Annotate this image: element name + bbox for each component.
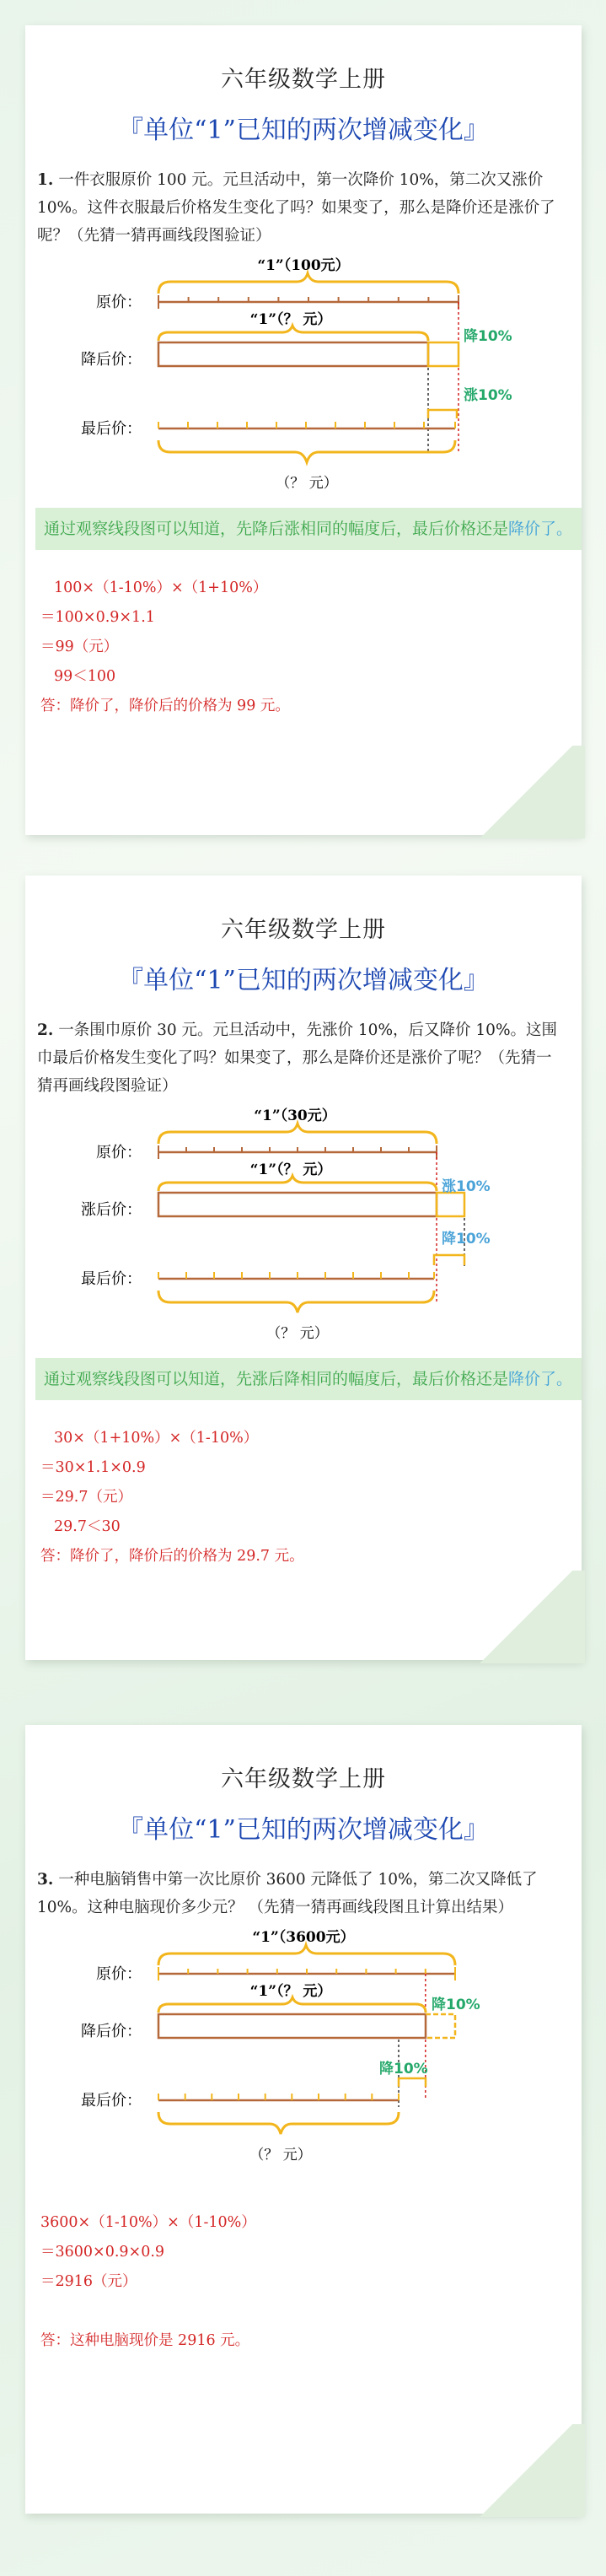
page-curl-decoration (467, 1571, 585, 1663)
increase-tag: 涨10% (442, 1178, 491, 1195)
row-label-1: 原价： (96, 1144, 142, 1161)
calculation (40, 2208, 582, 2356)
decrease-tag: 降10% (442, 1231, 491, 1248)
row-label-1: 原价： (96, 1965, 142, 1983)
problem-number: 1. (37, 171, 54, 189)
calc-line: ＝29.7（元） (40, 1489, 132, 1506)
decrease-tag-1: 降10% (432, 1997, 480, 2013)
row-label-2: 涨后价： (81, 1201, 142, 1219)
row-label-2: 降后价： (81, 351, 142, 369)
bottom-label: （？ 元） (276, 475, 338, 492)
original-price-segment (158, 1145, 437, 1159)
conclusion-emphasis: 降价了。 (508, 1370, 573, 1388)
top-brace (158, 273, 459, 294)
row-label-1: 原价： (96, 294, 142, 311)
mid-brace (158, 1997, 426, 2013)
conclusion-text: 通过观察线段图可以知道，先涨后降相同的幅度后，最后价格还是 (44, 1370, 509, 1388)
bottom-brace (158, 440, 455, 462)
mid-label: “1”（？ 元） (249, 1983, 332, 2000)
conclusion-box (35, 1358, 582, 1400)
bottom-label: （？ 元） (249, 2147, 312, 2164)
problem-body: 一种电脑销售中第一次比原价 3600 元降低了 10%，第二次又降低了 10%。这种电脑现价多少元？ （先猜一猜再画线段图且计算出结果） (37, 1871, 538, 1916)
calc-line: 30×（1+10%）×（1-10%） (54, 1430, 259, 1447)
final-price-segment (158, 1272, 434, 1279)
original-price-segment (158, 295, 459, 309)
answer-text: 答：这种电脑现价是 2916 元。 (40, 2332, 250, 2349)
increase-tag: 涨10% (464, 387, 512, 404)
decrease-tag-2: 降10% (379, 2061, 428, 2078)
top-brace (158, 1945, 455, 1965)
calculation (40, 574, 582, 721)
unit-label: “1”（3600元） (252, 1929, 355, 1946)
first-decrease-part (426, 2014, 455, 2038)
raised-price-segment (158, 1193, 437, 1216)
increase-part (437, 1193, 464, 1216)
bottom-brace (158, 1291, 434, 1312)
grade-title: 六年级数学上册 (221, 917, 386, 943)
topic-title: 『单位“1”已知的两次增减变化』 (118, 116, 489, 145)
card-problem-1 (25, 25, 582, 835)
problem-body: 一条围巾原价 30 元。元旦活动中，先涨价 10%，后又降价 10%。这围巾最后价格发生变化了吗？如果变了，那么是降价还是涨价了呢？（先猜一猜再画线段图验证） (37, 1021, 558, 1095)
calc-line: 100×（1-10%）×（1+10%） (54, 579, 268, 596)
problem-body: 一件衣服原价 100 元。元旦活动中，第一次降价 10%，第二次又涨价 10%。这件衣服最后价格发生变化了吗？如果变了，那么是降价还是涨价了呢？（先猜一猜再画线段图验证） (37, 171, 555, 245)
card-problem-3 (25, 1725, 582, 2514)
calc-line: ＝2916（元） (40, 2273, 137, 2290)
unit-label: “1”（30元） (254, 1107, 336, 1124)
segment-diagram (25, 1100, 582, 1353)
page-curl-decoration (467, 746, 585, 838)
reduced-price-segment (158, 342, 428, 366)
segment-diagram (25, 250, 582, 503)
decrease-tag: 降10% (464, 328, 512, 345)
grade-title: 六年级数学上册 (221, 67, 386, 93)
calc-line: ＝3600×0.9×0.9 (40, 2244, 165, 2261)
row-label-3: 最后价： (81, 420, 142, 438)
calc-line: 99＜100 (54, 668, 116, 685)
segment-diagram (25, 1921, 582, 2175)
bottom-brace (158, 2112, 399, 2134)
first-reduced-segment (158, 2014, 426, 2038)
page-curl-decoration (467, 2424, 585, 2517)
conclusion-emphasis: 降价了。 (508, 520, 573, 538)
calc-line: 29.7＜30 (54, 1518, 121, 1535)
decrease-bracket (434, 1255, 464, 1265)
grade-title: 六年级数学上册 (221, 1766, 386, 1792)
problem-number: 3. (37, 1871, 54, 1889)
problem-text (37, 166, 566, 250)
calc-line: ＝100×0.9×1.1 (40, 609, 155, 626)
problem-number: 2. (37, 1021, 54, 1039)
conclusion-box (35, 508, 582, 550)
bottom-label: （？ 元） (266, 1325, 329, 1342)
answer-text: 答：降价了，降价后的价格为 29.7 元。 (40, 1548, 304, 1565)
calculation (40, 1424, 582, 1571)
conclusion-text: 通过观察线段图可以知道，先降后涨相同的幅度后，最后价格还是 (44, 520, 509, 538)
increase-bracket (428, 410, 457, 418)
answer-text: 答：降价了，降价后的价格为 99 元。 (40, 698, 290, 714)
unit-label: “1”（100元） (257, 257, 350, 274)
mid-brace (158, 326, 428, 341)
card-problem-2 (25, 876, 582, 1660)
calc-line: 3600×（1-10%）×（1-10%） (40, 2214, 256, 2231)
row-label-3: 最后价： (81, 2092, 142, 2110)
top-brace (158, 1124, 437, 1144)
final-price-segment (158, 422, 455, 428)
problem-text (37, 1016, 566, 1100)
mid-label: “1”（？ 元） (249, 311, 332, 328)
spacer (40, 2297, 582, 2326)
calc-line: ＝30×1.1×0.9 (40, 1459, 146, 1476)
row-label-3: 最后价： (81, 1270, 142, 1288)
topic-title: 『单位“1”已知的两次增减变化』 (118, 1815, 489, 1845)
problem-text (37, 1866, 566, 1921)
calc-line: ＝99（元） (40, 639, 119, 655)
row-label-2: 降后价： (81, 2023, 142, 2040)
original-price-segment (158, 1967, 455, 1981)
final-price-segment (158, 2094, 399, 2100)
mid-label: “1”（？ 元） (249, 1161, 332, 1178)
topic-title: 『单位“1”已知的两次增减变化』 (118, 966, 489, 995)
second-decrease-bracket (399, 2078, 426, 2087)
decrease-part (428, 342, 459, 366)
